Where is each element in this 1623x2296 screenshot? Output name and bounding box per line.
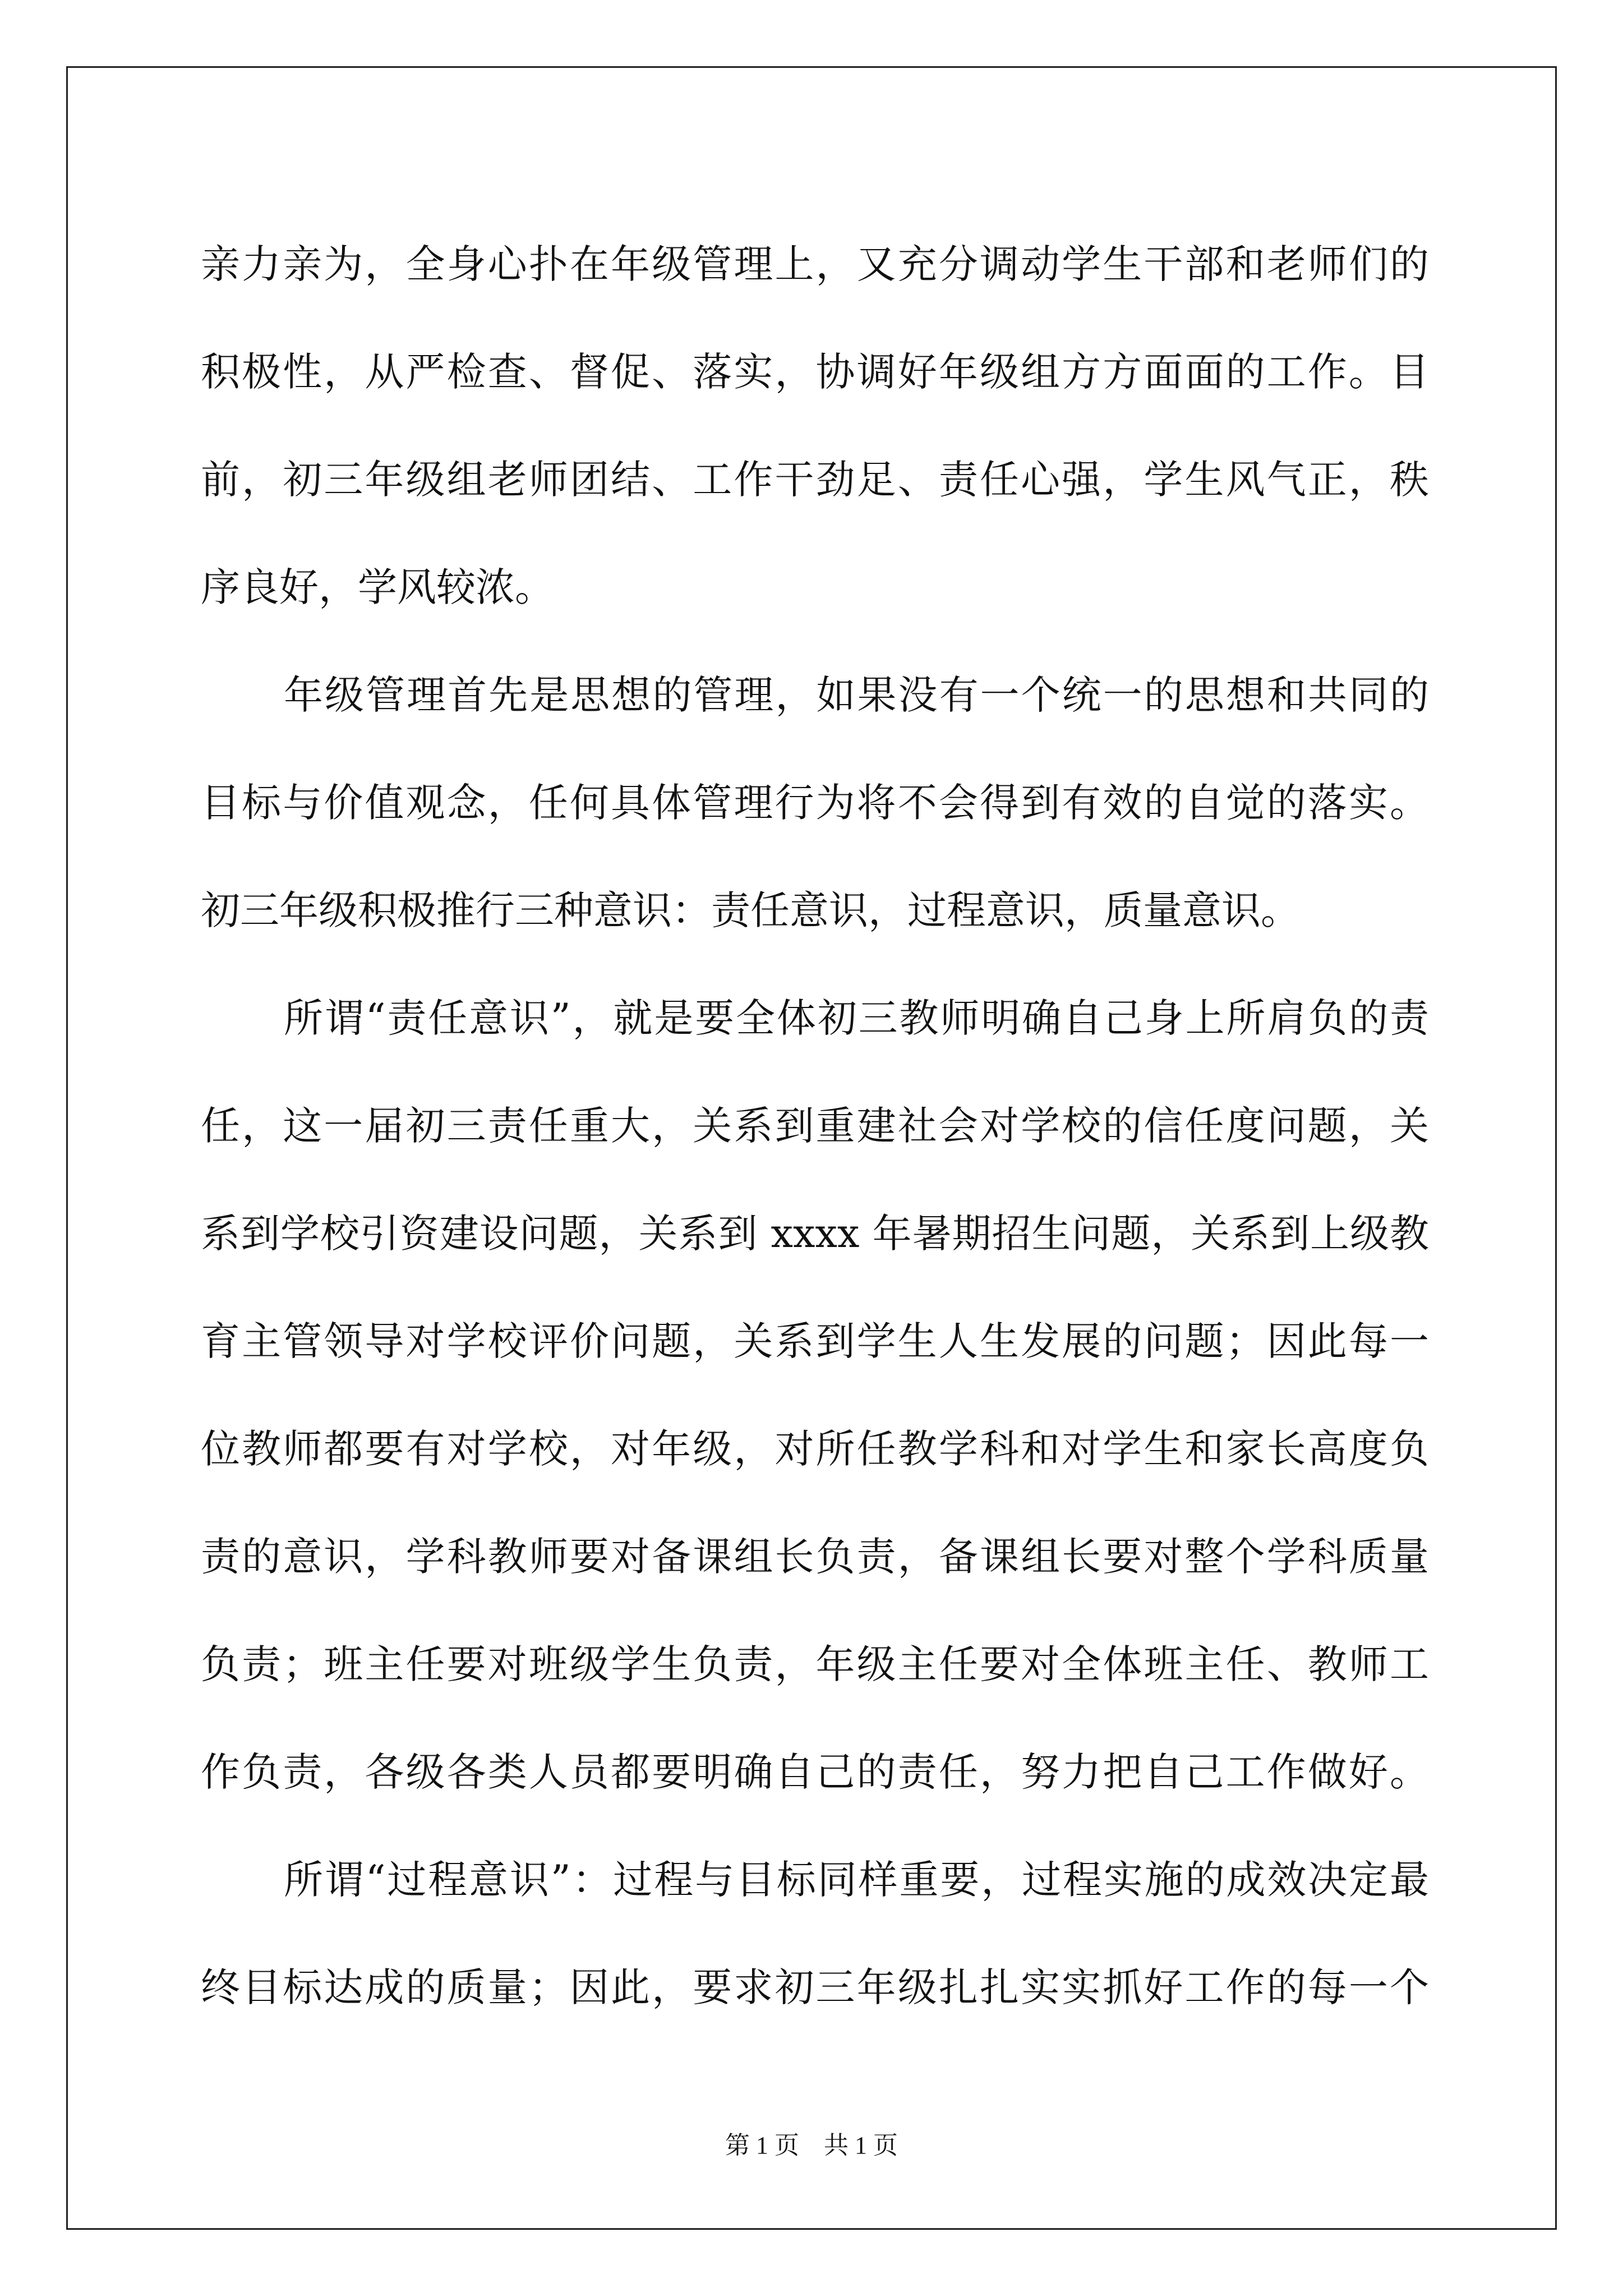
document-body	[201, 210, 1429, 2041]
text-line: 任，这一届初三责任重大，关系到重建社会对学校的信任度问题，关	[201, 1103, 1429, 1149]
paragraph-first-line: 所谓“责任意识”，就是要全体初三教师明确自己身上所肩负的责	[284, 995, 1429, 1041]
text-line: 初三年级积极推行三种意识：责任意识，过程意识，质量意识。	[201, 887, 1300, 933]
text-line: 负责；班主任要对班级学生负责，年级主任要对全体班主任、教师工	[201, 1641, 1429, 1687]
page-number-footer: 第 1 页 共 1 页	[725, 2132, 898, 2159]
text-line: 系到学校引资建设问题，关系到 xxxx 年暑期招生问题，关系到上级教	[201, 1211, 1429, 1257]
paragraph-first-line: 年级管理首先是思想的管理，如果没有一个统一的思想和共同的	[284, 672, 1429, 718]
text-line: 位教师都要有对学校，对年级，对所任教学科和对学生和家长高度负	[201, 1426, 1429, 1472]
text-line: 终目标达成的质量；因此，要求初三年级扎扎实实抓好工作的每一个	[201, 1964, 1429, 2010]
text-line: 序良好，学风较浓。	[201, 564, 554, 610]
text-line: 责的意识，学科教师要对备课组长负责，备课组长要对整个学科质量	[201, 1534, 1429, 1580]
text-line: 目标与价值观念，任何具体管理行为将不会得到有效的自觉的落实。	[201, 780, 1429, 826]
text-line: 前，初三年级组老师团结、工作干劲足、责任心强，学生风气正，秩	[201, 457, 1429, 503]
text-line: 育主管领导对学校评价问题，关系到学生人生发展的问题；因此每一	[201, 1318, 1429, 1364]
text-line: 积极性，从严检查、督促、落实，协调好年级组方方面面的工作。目	[201, 349, 1429, 395]
text-line: 作负责，各级各类人员都要明确自己的责任，努力把自己工作做好。	[201, 1749, 1429, 1795]
paragraph-first-line: 所谓“过程意识”：过程与目标同样重要，过程实施的成效决定最	[284, 1857, 1429, 1903]
text-line: 亲力亲为，全身心扑在年级管理上，又充分调动学生干部和老师们的	[201, 241, 1429, 287]
